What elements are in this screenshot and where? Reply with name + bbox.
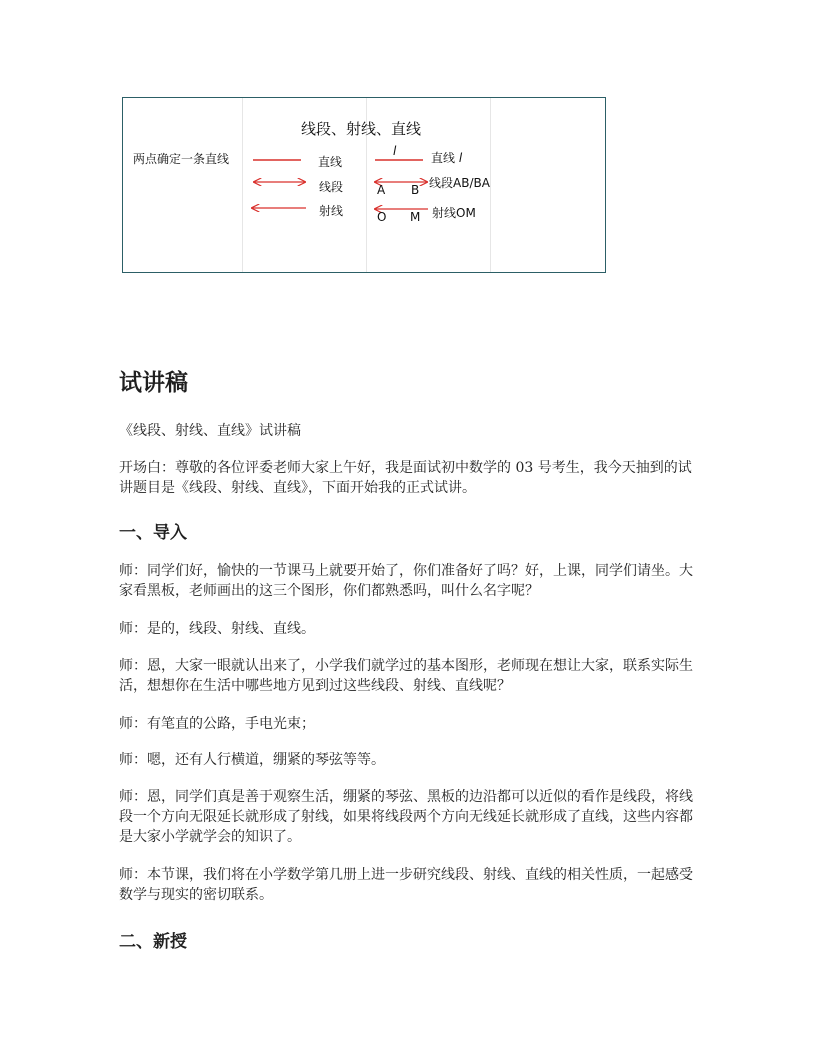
col3-segment-label: 线段AB/BA	[429, 176, 490, 190]
col3-ray-label: 射线OM	[432, 206, 476, 220]
col3-point-m: M	[410, 210, 421, 224]
paragraph-6: 师：恩，同学们真是善于观察生活，绷紧的琴弦、黑板的边沿都可以近似的看作是线段，将线段一个方向无限延长就形成了射线，如果将线段两个方向无线延长就形成了直线，这些内容都是大家小学就学会的知识了。	[119, 789, 693, 845]
doc-subtitle: 《线段、射线、直线》试讲稿	[119, 423, 301, 439]
col3-point-a: A	[377, 183, 386, 197]
paragraph-7: 师：本节课，我们将在小学数学第几册上进一步研究线段、射线、直线的相关性质，一起感受数学与现实的密切联系。	[119, 867, 693, 903]
col3-line-label: 直线 l	[431, 151, 463, 165]
paragraph-5: 师：嗯，还有人行横道，绷紧的琴弦等等。	[119, 752, 385, 768]
col2-ray-label: 射线	[319, 204, 344, 218]
col2-segment-label: 线段	[319, 180, 344, 194]
doc-title: 试讲稿	[119, 370, 188, 396]
opening-paragraph: 开场白：尊敬的各位评委老师大家上午好，我是面试初中数学的 03 号考生，我今天抽到的试讲题目是《线段、射线、直线》，下面开始我的正式试讲。	[119, 460, 692, 496]
section-heading-new: 二、新授	[119, 932, 187, 952]
paragraph-1: 师：同学们好，愉快的一节课马上就要开始了，你们准备好了吗？好，上课，同学们请坐。大家看黑板，老师画出的这三个图形，你们都熟悉吗，叫什么名字呢？	[119, 563, 693, 599]
col3-line-letter: l	[393, 144, 397, 158]
paragraph-3: 师：恩，大家一眼就认出来了，小学我们就学过的基本图形，老师现在想让大家，联系实际生活，想想你在生活中哪些地方见到过这些线段、射线、直线呢？	[119, 658, 693, 694]
blackboard-figure	[122, 97, 606, 273]
board-left-label: 两点确定一条直线	[133, 152, 230, 166]
board-title: 线段、射线、直线	[301, 120, 422, 138]
paragraph-4: 师：有笔直的公路，手电光束；	[119, 716, 315, 732]
col3-point-b: B	[411, 183, 420, 197]
paragraph-2: 师：是的，线段、射线、直线。	[119, 621, 315, 637]
board-drawings	[123, 98, 607, 274]
col3-point-o: O	[377, 210, 387, 224]
section-heading-intro: 一、导入	[119, 523, 187, 543]
col2-line-label: 直线	[318, 155, 343, 169]
